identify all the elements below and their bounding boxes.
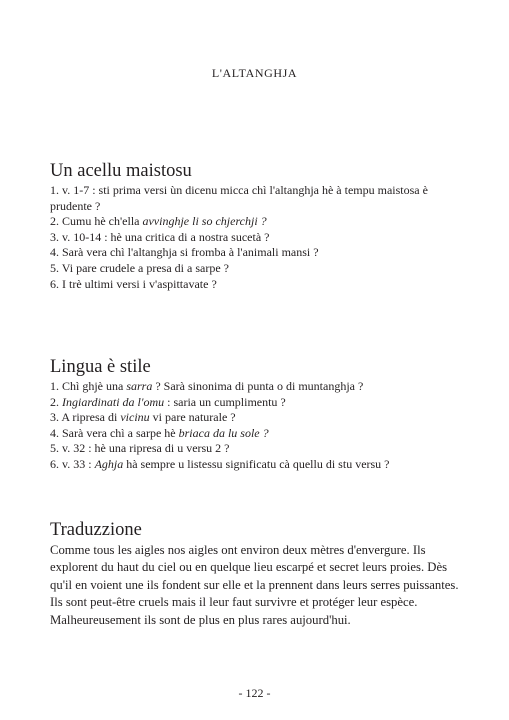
section-traduzzione [50,519,470,629]
question-item: 5. v. 32 : hè una ripresa di u versu 2 ? [50,441,230,456]
question-item: 1. Chì ghjè una sarra ? Sarà sinonima di punta o di muntanghja ? [50,379,364,393]
question-item: 6. I trè ultimi versi i v'aspittavate ? [50,276,217,291]
question-item: 2. Cumu hè ch'ella avvinghje li so chjerchji ? [50,214,267,229]
section-lingua-e-stile [50,356,470,473]
running-header: L'ALTANGHJA [211,66,298,80]
question-item: 2. Ingiardinati da l'omu : saria un cumplimentu ? [50,394,286,409]
question-item: 3. v. 10-14 : hè una critica di a nostra sucetà ? [50,229,270,244]
section-un-acellu-maistosu [50,160,470,292]
translation-paragraph: Comme tous les aigles nos aigles ont environ deux mètres d'envergure. Ils explorent du haut du ciel ou en quelque lieu escarpé et secret leurs proies. Dès qu'il en voient une ils fondent sur elle et la prennent dans leurs serres puissantes. Ils sont peut-être cruels mais il leur faut survivre et protéger leur espèce. Malheureusement ils sont de plus en plus rares aujourd'hui. [50,543,459,627]
section-title: Un acellu maistosu [50,161,192,181]
question-item: 4. Sarà vera chì a sarpe hè briaca da lu sole ? [50,425,269,440]
section-title: Traduzzione [50,520,142,540]
question-item: 5. Vi pare crudele a presa di a sarpe ? [50,260,229,275]
question-item: 6. v. 33 : Aghja hà sempre u listessu significatu cà quellu di stu versu ? [50,456,390,471]
question-item: 4. Sarà vera chì l'altanghja si fromba à l'animali mansi ? [50,245,319,260]
question-item: 1. v. 1-7 : sti prima versi ùn dicenu micca chì l'altanghja hè à tempu maistosa è prudente ? [50,183,428,213]
page-number: - 122 - [238,686,271,700]
question-item: 3. A ripresa di vicinu vi pare naturale ? [50,410,236,425]
section-title: Lingua è stile [50,357,151,377]
